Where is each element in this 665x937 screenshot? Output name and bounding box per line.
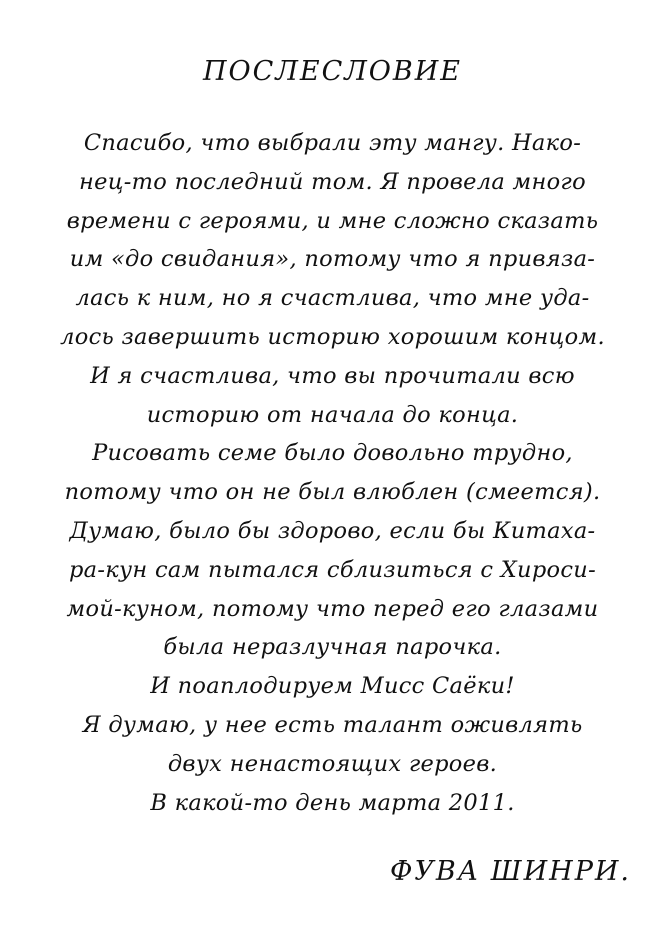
text-line: Спасибо, что выбрали эту мангу. Нако- — [83, 130, 582, 156]
author-signature: ФУВА ШИНРИ. — [390, 856, 631, 887]
text-line: им «до свидания», потому что я привяза- — [69, 246, 596, 273]
page-title: ПОСЛЕСЛОВИЕ — [202, 56, 462, 87]
text-line: И поаплодируем Мисс Саёки! — [150, 673, 515, 700]
text-line: В какой-то день марта 2011. — [150, 789, 515, 816]
text-line: ра-кун сам пытался сблизиться с Хироси- — [68, 556, 596, 583]
text-line: Думаю, было бы здорово, если бы Китаха- — [69, 517, 596, 544]
text-line: потому что он не был влюблен (смеется). — [64, 479, 601, 506]
text-line: Рисовать семе было довольно трудно, — [92, 440, 573, 467]
text-line: Я думаю, у нее есть талант оживлять — [82, 711, 583, 738]
text-line: историю от начала до конца. — [146, 401, 519, 428]
text-line: была неразлучная парочка. — [163, 634, 502, 661]
text-line: двух ненастоящих героев. — [167, 750, 498, 777]
text-line: И я счастлива, что вы прочитали всю — [90, 362, 575, 389]
text-line: времени с героями, и мне сложно сказать — [66, 207, 599, 234]
text-line: лась к ним, но я счастлива, что мне уда- — [75, 285, 590, 312]
text-line: нец-то последний том. Я провела много — [79, 168, 586, 195]
afterword-body — [0, 124, 665, 822]
text-line: мой-куном, потому что перед его глазами — [66, 595, 599, 622]
text-line: лось завершить историю хорошим концом. — [60, 323, 605, 350]
